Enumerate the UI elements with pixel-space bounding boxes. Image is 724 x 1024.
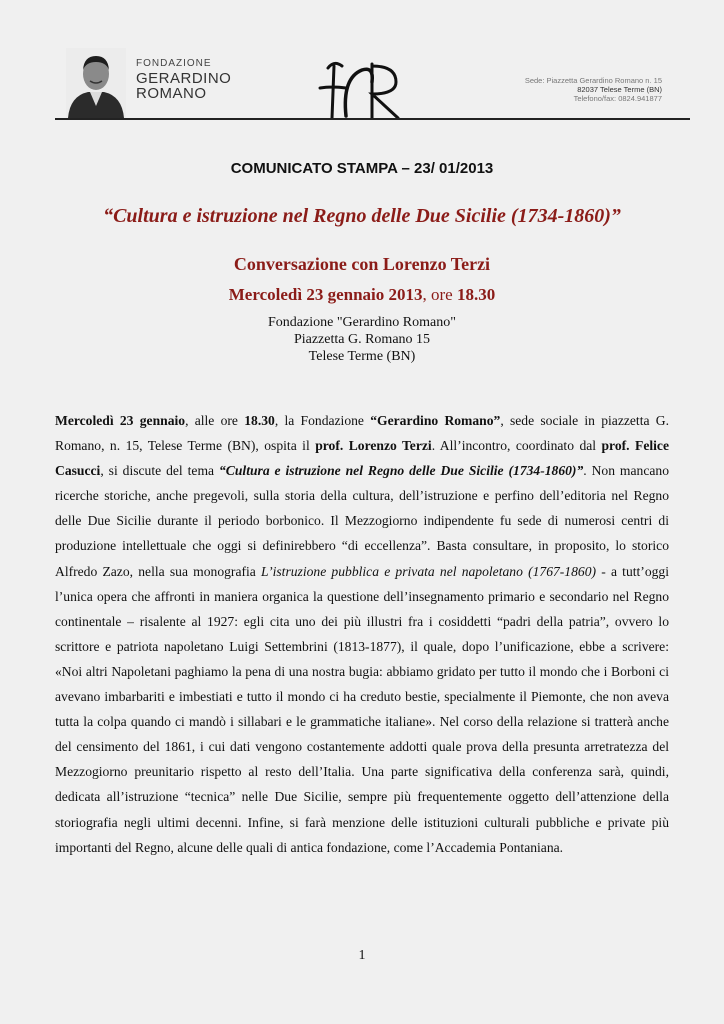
italic-book-title: L’istruzione pubblica e privata nel napoletano (1767-1860) bbox=[261, 563, 597, 579]
bold-date: Mercoledì 23 gennaio bbox=[55, 413, 186, 428]
bold-coordinator: prof. Felice Casucci bbox=[55, 438, 669, 479]
event-date-day: Mercoledì 23 gennaio 2013 bbox=[228, 285, 423, 304]
bold-italic-theme: “Cultura e istruzione nel Regno delle Due Sicilie (1734-1860)” bbox=[219, 463, 584, 479]
text-span: , si discute del tema bbox=[100, 463, 219, 479]
letterhead bbox=[0, 0, 724, 122]
foundation-name bbox=[136, 71, 231, 101]
contact-info bbox=[525, 76, 662, 103]
bold-speaker: prof. Lorenzo Terzi bbox=[315, 438, 432, 454]
venue-line: Telese Terme (BN) bbox=[308, 349, 416, 364]
text-span: . Non mancano ricerche storiche, anche pregevoli, sulla storia della cultura, dell’istruzione e perfino dell’editoria nel Regno delle Due Sicilie durante il periodo borbonico. Il Mezzogiorno indipendente fu sede di numerosi centri di produzione intellettuale che oggi si definirebbero “di eccellenza”. Basta consultare, in proposito, lo storico Alfredo Zazo, nella sua monografia bbox=[55, 463, 669, 579]
venue-address bbox=[0, 314, 724, 365]
contact-city: 82037 Telese Terme (BN) bbox=[577, 85, 662, 94]
text-span: . All’incontro, coordinato dal bbox=[431, 438, 602, 454]
text-span: , sede sociale in piazzetta G. Romano, n. 15, Telese Terme (BN), ospita il bbox=[55, 413, 669, 454]
bold-foundation: “Gerardino Romano” bbox=[370, 413, 501, 428]
contact-address: Sede: Piazzetta Gerardino Romano n. 15 bbox=[524, 76, 662, 85]
text-span: , la Fondazione bbox=[274, 413, 371, 428]
text-span: , alle ore bbox=[185, 413, 245, 428]
foundation-name-line1: GERARDINO bbox=[136, 70, 232, 87]
conversation-subtitle: Conversazione con Lorenzo Terzi bbox=[233, 254, 491, 274]
event-date-sep: , ore bbox=[422, 285, 457, 304]
event-date bbox=[0, 285, 724, 305]
contact-phone: Telefono/fax: 0824.941877 bbox=[573, 94, 662, 103]
header-divider bbox=[55, 118, 690, 120]
fgr-monogram-logo bbox=[312, 58, 408, 122]
bold-time: 18.30 bbox=[244, 413, 275, 428]
page-number: 1 bbox=[358, 948, 366, 963]
founder-portrait bbox=[66, 48, 126, 118]
body-paragraph bbox=[55, 408, 669, 860]
press-release-title: COMUNICATO STAMPA – 23/ 01/2013 bbox=[230, 160, 494, 177]
event-time: 18.30 bbox=[456, 285, 496, 304]
venue-line: Fondazione "Gerardino Romano" bbox=[268, 315, 456, 330]
text-span: - a tutt’oggi l’unica opera che affronti in maniera organica la questione dell’insegnamento primario e secondario nel Regno continentale – risalente al 1927: egli cita uno dei più illustri fra i cosiddetti “padri della patria”, ovvero lo scrittore e patriota napoletano Luigi Settembrini (1813-1877), il quale, dopo l’unificazione, ebbe a scrivere: «Noi altri Napoletani paghiamo la pena di una nostra bugia: abbiamo gridato per tutto il mondo che i Borboni ci avevano imbarbariti e imbestiati e tutto il mondo ci ha creduto bestie, specialmente il Piemonte, che non aveva tutta la colpa quando ci mandò i sillabari e le grammatiche italiane». Nel corso della relazione si tratterà anche del censimento del 1861, i cui dati vengono costantemente addotti quale prova della presunta arretratezza del Mezzogiorno preunitario rispetto al resto dell’Italia. Una parte significativa della conferenza sarà, quindi, dedicata all’istruzione “tecnica” nelle Due Sicilie, sempre più frequentemente oggetto dell’attenzione della storiografia negli ultimi decenni. Infine, si farà menzione delle istituzioni culturali pubbliche e private più importanti del Regno, alcune delle quali di antica fondazione, come l’Accademia Pontaniana. bbox=[55, 563, 670, 855]
foundation-name-line2: ROMANO bbox=[136, 85, 207, 102]
venue-line: Piazzetta G. Romano 15 bbox=[293, 332, 431, 347]
foundation-label: FONDAZIONE bbox=[136, 58, 212, 69]
event-title: “Cultura e istruzione nel Regno delle Due Sicilie (1734-1860)” bbox=[103, 205, 621, 227]
